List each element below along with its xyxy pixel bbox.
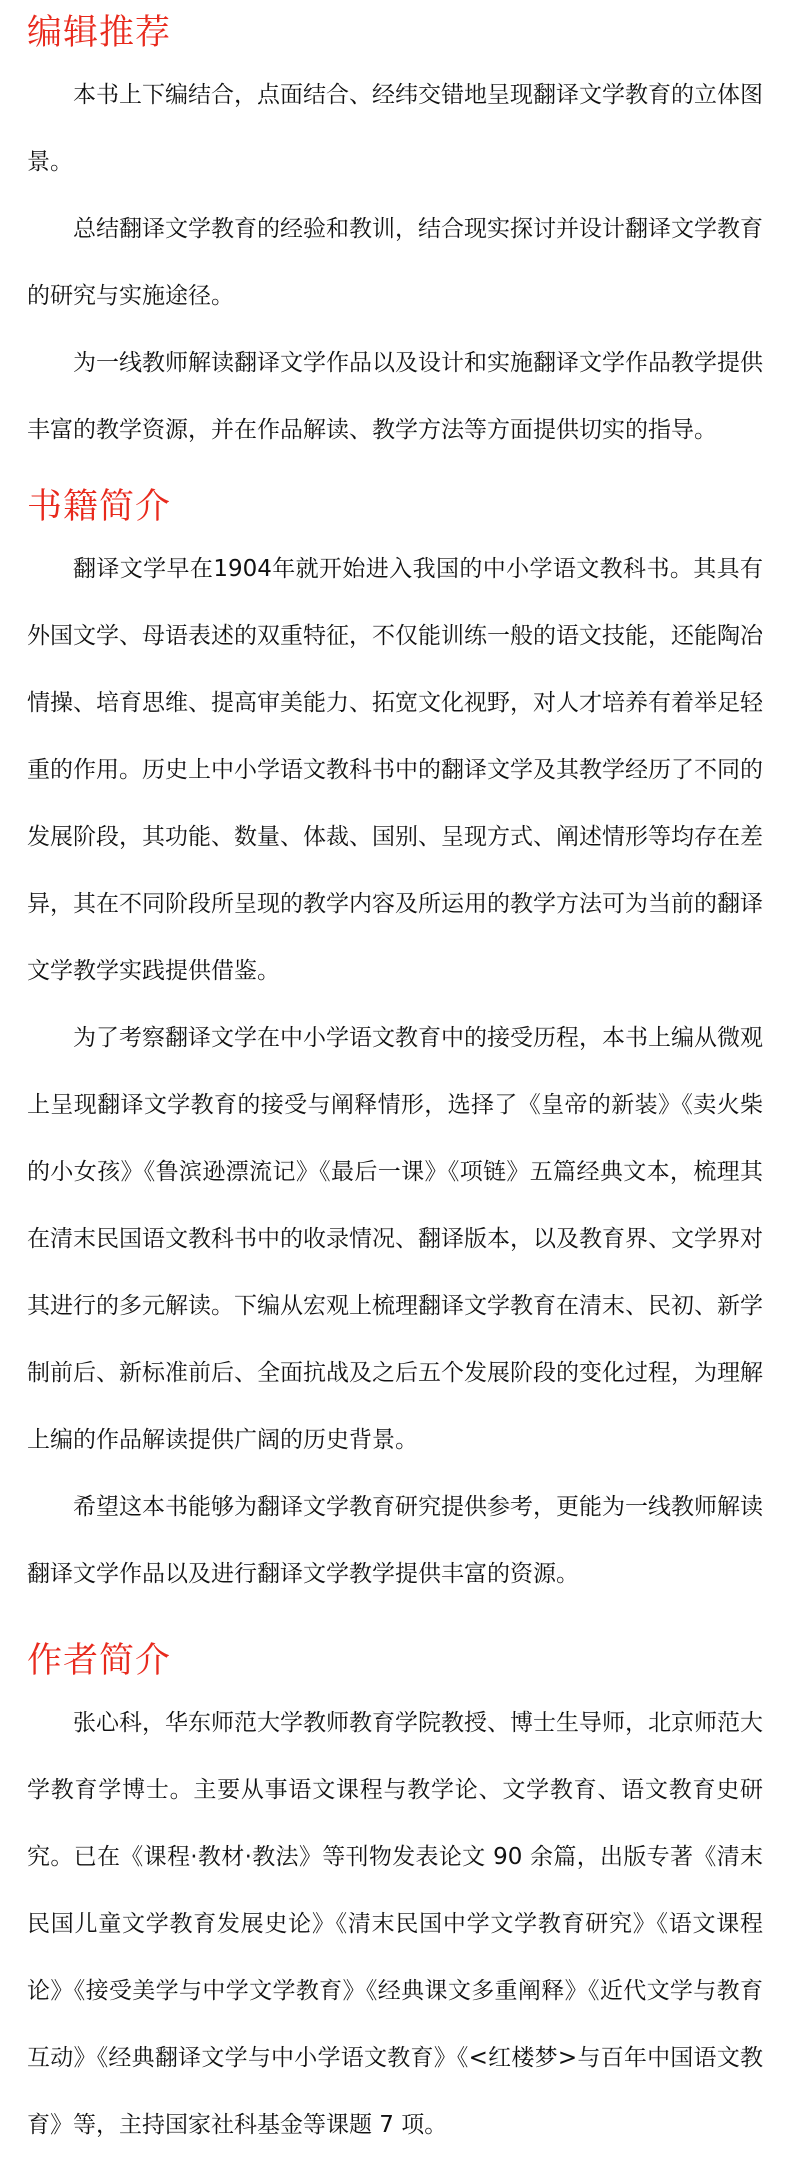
paragraph: 本书上下编结合，点面结合、经纬交错地呈现翻译文学教育的立体图景。: [27, 82, 763, 175]
paragraph: 希望这本书能够为翻译文学教育研究提供参考，更能为一线教师解读翻译文学作品以及进行翻译文学教学提供丰富的资源。: [27, 1494, 763, 1587]
section-title-author-introduction: 作者简介: [27, 1641, 172, 1681]
paragraph: 总结翻译文学教育的经验和教训，结合现实探讨并设计翻译文学教育的研究与实施途径。: [27, 216, 763, 309]
paragraph: 为了考察翻译文学在中小学语文教育中的接受历程，本书上编从微观上呈现翻译文学教育的接受与阐释情形，选择了《皇帝的新装》《卖火柴的小女孩》《鲁滨逊漂流记》《最后一课》《项链》五篇经典文本，梳理其在清末民国语文教科书中的收录情况、翻译版本，以及教育界、文学界对其进行的多元解读。下编从宏观上梳理翻译文学教育在清末、民初、新学制前后、新标准前后、全面抗战及之后五个发展阶段的变化过程，为理解上编的作品解读提供广阔的历史背景。: [27, 1025, 763, 1453]
author-introduction-section: [27, 1637, 763, 2159]
book-introduction-section: [27, 483, 763, 1608]
section-title-editor-recommendation: 编辑推荐: [27, 13, 172, 53]
editor-recommendation-section: [27, 9, 763, 464]
paragraph: 为一线教师解读翻译文学作品以及设计和实施翻译文学作品教学提供丰富的教学资源，并在作品解读、教学方法等方面提供切实的指导。: [27, 350, 763, 443]
paragraph: 翻译文学早在1904年就开始进入我国的中小学语文教科书。其具有外国文学、母语表述的双重特征，不仅能训练一般的语文技能，还能陶冶情操、培育思维、提高审美能力、拓宽文化视野，对人才培养有着举足轻重的作用。历史上中小学语文教科书中的翻译文学及其教学经历了不同的发展阶段，其功能、数量、体裁、国别、呈现方式、阐述情形等均存在差异，其在不同阶段所呈现的教学内容及所运用的教学方法可为当前的翻译文学教学实践提供借鉴。: [27, 556, 763, 984]
section-title-book-introduction: 书籍简介: [27, 487, 172, 527]
paragraph: 张心科，华东师范大学教师教育学院教授、博士生导师，北京师范大学教育学博士。主要从事语文课程与教学论、文学教育、语文教育史研究。已在《课程·教材·教法》等刊物发表论文 90 余篇，出版专著《清末民国儿童文学教育发展史论》《清末民国中学文学教育研究》《语文课程论》《接受美学与中学文学教育》《经典课文多重阐释》《近代文学与教育互动》《经典翻译文学与中小学语文教育》《<红楼梦>与百年中国语文教育》等，主持国家社科基金等课题 7 项。: [27, 1710, 763, 2138]
